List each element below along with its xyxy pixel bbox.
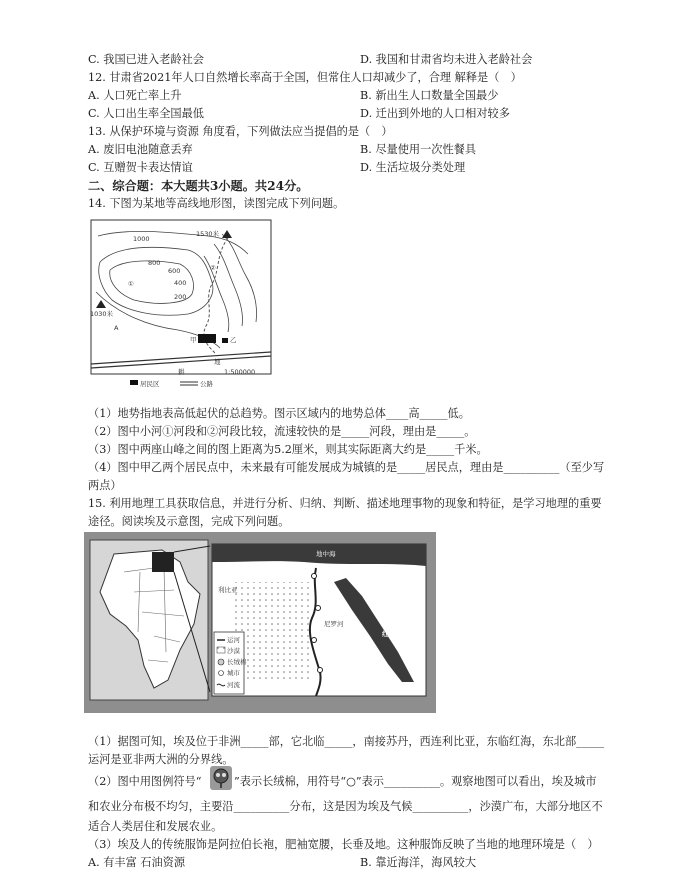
contour-label: 400 (174, 279, 187, 287)
cotton-symbol-icon (210, 766, 232, 790)
question-14-3: （3）图中两座山峰之间的图上距离为5.2厘米，则其实际距离大约是_____千米。 (88, 443, 488, 456)
libya-label: 利比亚 (218, 586, 238, 594)
question-14-1: （1）地势指地表高低起伏的总趋势。图示区域内的地势总体____高_____低。 (88, 407, 470, 420)
option-13b: B. 尽量使用一次性餐具 (360, 143, 477, 156)
city-icon (312, 574, 317, 579)
egypt-map-svg (84, 532, 436, 713)
point-label: A (114, 324, 119, 332)
option-12b: B. 新出生人口数量全国最少 (360, 89, 499, 102)
city-icon (318, 668, 323, 673)
farmland-label: 地 (214, 358, 221, 366)
question-15-2-start: （2）图中用图例符号“ (88, 775, 202, 788)
red-sea-label: 红海 (382, 630, 395, 638)
legend-label: 沙漠 (227, 647, 240, 655)
option-13d: D. 生活垃圾分类处理 (360, 161, 466, 174)
question-14-2: （2）图中小河①河段和②河段比较，流速较快的是_____河段，理由是_____。 (88, 425, 476, 438)
egypt-inset-highlight (152, 552, 174, 572)
legend-residential-icon (130, 380, 138, 385)
question-15-cont: 途径。阅读埃及示意图，完成下列问题。 (88, 515, 290, 528)
question-14-4: （4）图中甲乙两个居民点中，未来最有可能发展成为城镇的是_____居民点，理由是__________（至少写 (88, 461, 605, 474)
city-icon (312, 638, 317, 643)
peak-elevation-label: 1030米 (90, 310, 114, 318)
farmland-label: 耕 (178, 368, 185, 376)
option-15-3b: B. 靠近海洋，海风较大 (360, 856, 477, 869)
question-15-1-cont: 运河是亚非两大洲的分界线。 (88, 753, 234, 766)
contour-label: 1000 (133, 235, 150, 243)
option-13a: A. 废旧电池随意丢弃 (88, 143, 193, 156)
question-15-2-cont: 和农业分布极不均匀，主要沿__________分布，这是因为埃及气候__________，沙漠广布，大部分地区不 (88, 800, 603, 813)
option-15-3a: A. 有丰富 石油资源 (88, 856, 186, 869)
contour-map-svg (88, 214, 278, 392)
legend-label: 长绒棉 (227, 658, 247, 666)
scale-label: 1:500000 (224, 368, 256, 376)
cotton-icon (218, 659, 224, 665)
section-heading: 二、综合题：本大题共3小题。共24分。 (88, 179, 309, 193)
legend-label: 城市 (227, 669, 240, 677)
settlement-label: 乙 (230, 336, 237, 344)
river-section-label: ① (128, 280, 134, 288)
question-14: 14. 下图为某地等高线地形图，读图完成下列问题。 (88, 197, 345, 210)
option-12d: D. 迁出到外地的人口相对较多 (360, 107, 510, 120)
legend-label: 运河 (227, 636, 240, 644)
option-11c: C. 我国已进入老龄社会 (88, 53, 204, 66)
question-15-2: ”表示长绒棉，用符号“○”表示__________。观察地图可以看出，埃及城市 (234, 775, 597, 788)
contour-label: 800 (148, 259, 161, 267)
river-section-label: ② (210, 264, 216, 272)
settlement-label: 甲 (190, 336, 197, 344)
city-icon (316, 606, 321, 611)
legend-residential-label: 居民区 (140, 380, 160, 388)
contour-label: 600 (168, 267, 181, 275)
legend-label: 河流 (227, 681, 240, 689)
sea-label: 地中海 (316, 550, 336, 558)
settlement-icon (222, 338, 228, 343)
option-12c: C. 人口出生率全国最低 (88, 107, 204, 120)
legend-road-label: 公路 (200, 380, 213, 388)
question-13: 13. 从保护环境与资源 角度看，下列做法应当提倡的是（ ） (88, 125, 393, 138)
question-15-1: （1）据图可知，埃及位于非洲_____部，它北临_____，南接苏丹，西连利比亚，东临红海，东北部_____ (88, 735, 605, 748)
peak-elevation-label: 1530米 (196, 230, 220, 238)
question-15: 15. 利用地理工具获取信息，并进行分析、归纳、判断、描述地理事物的现象和特征，是学习地理的重要 (88, 497, 602, 510)
contour-label: 200 (174, 293, 187, 301)
option-13c: C. 互赠贺卡表达情谊 (88, 161, 193, 174)
settlement-icon (198, 334, 216, 343)
question-12: 12. 甘肃省2021年人口自然增长率高于全国，但常住人口却减少了，合理 解释是（ ） (88, 71, 522, 84)
question-14-4-cont: 两点） (88, 479, 122, 492)
option-12a: A. 人口死亡率上升 (88, 89, 182, 102)
nile-label: 尼罗河 (324, 620, 344, 628)
question-15-3: （3）埃及人的传统服饰是阿拉伯长袍，肥袖宽腰，长垂及地。这种服饰反映了当地的地理环境是（ ） (88, 838, 599, 851)
contour-map-figure (88, 214, 278, 392)
question-15-2-end: 适合人类居住和发展农业。 (88, 820, 223, 833)
option-11d: D. 我国和甘肃省均未进入老龄社会 (360, 53, 533, 66)
egypt-map-figure (84, 532, 436, 713)
